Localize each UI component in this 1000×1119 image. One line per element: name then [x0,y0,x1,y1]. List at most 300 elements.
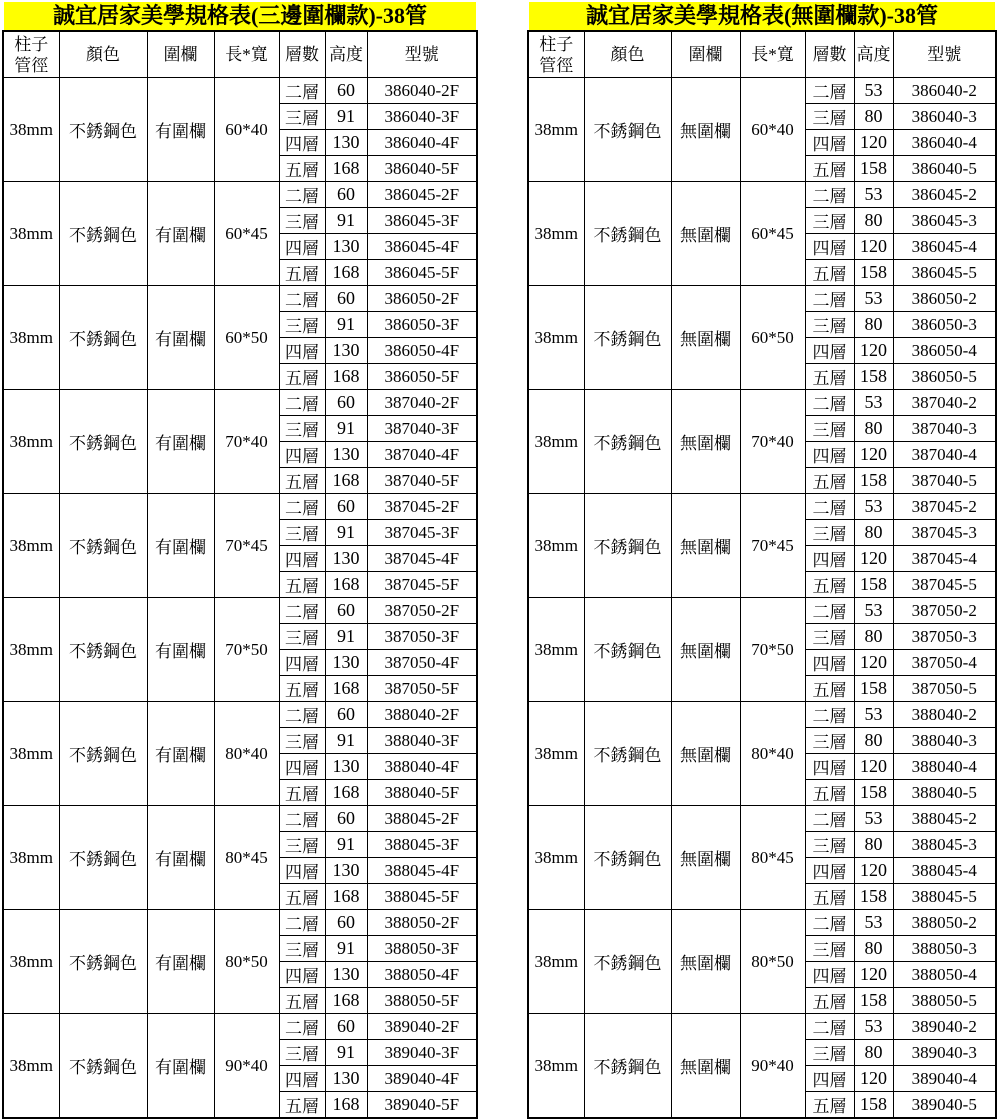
cell-layers: 三層 [279,832,325,858]
cell-color: 不銹鋼色 [584,1014,671,1119]
cell-layers: 二層 [279,806,325,832]
cell-layers: 四層 [279,650,325,676]
cell-model: 387050-4 [893,650,996,676]
cell-height: 130 [325,650,367,676]
header-height: 高度 [325,31,367,78]
cell-fence: 有圍欄 [147,286,214,390]
cell-height: 168 [325,884,367,910]
table-row [3,78,477,104]
header-fence: 圍欄 [147,31,214,78]
cell-color: 不銹鋼色 [584,286,671,390]
cell-height: 120 [854,234,893,260]
cell-layers: 四層 [805,858,854,884]
header-size: 長*寬 [214,31,279,78]
cell-height: 120 [854,442,893,468]
cell-model: 386040-5 [893,156,996,182]
header-color: 顏色 [584,31,671,78]
cell-height: 60 [325,910,367,936]
cell-height: 168 [325,988,367,1014]
cell-height: 60 [325,494,367,520]
cell-model: 386040-4 [893,130,996,156]
cell-model: 386040-3F [367,104,477,130]
cell-height: 158 [854,260,893,286]
header-layers: 層數 [279,31,325,78]
cell-layers: 五層 [279,468,325,494]
cell-model: 386040-4F [367,130,477,156]
cell-height: 120 [854,754,893,780]
cell-model: 386045-5F [367,260,477,286]
cell-height: 130 [325,338,367,364]
cell-layers: 二層 [279,390,325,416]
cell-layers: 二層 [279,598,325,624]
cell-height: 130 [325,962,367,988]
cell-height: 60 [325,182,367,208]
cell-model: 387050-5F [367,676,477,702]
table-row [528,390,996,416]
cell-layers: 五層 [279,1092,325,1119]
cell-height: 158 [854,676,893,702]
cell-color: 不銹鋼色 [59,598,147,702]
cell-pipe-diameter: 38mm [528,78,584,182]
cell-height: 80 [854,104,893,130]
cell-height: 168 [325,260,367,286]
cell-model: 386045-2 [893,182,996,208]
cell-layers: 四層 [805,338,854,364]
cell-model: 389040-3 [893,1040,996,1066]
cell-height: 91 [325,728,367,754]
cell-model: 386050-5F [367,364,477,390]
cell-pipe-diameter: 38mm [528,286,584,390]
cell-height: 168 [325,780,367,806]
cell-height: 158 [854,780,893,806]
table-row [3,286,477,312]
cell-model: 388045-3 [893,832,996,858]
cell-height: 168 [325,572,367,598]
cell-height: 158 [854,1092,893,1119]
cell-height: 158 [854,468,893,494]
cell-color: 不銹鋼色 [584,390,671,494]
cell-layers: 五層 [805,260,854,286]
cell-layers: 四層 [279,234,325,260]
cell-height: 60 [325,806,367,832]
cell-height: 91 [325,208,367,234]
cell-size: 60*40 [214,78,279,182]
cell-height: 120 [854,650,893,676]
cell-model: 388045-2F [367,806,477,832]
cell-layers: 五層 [805,572,854,598]
cell-size: 80*40 [214,702,279,806]
cell-fence: 無圍欄 [671,1014,740,1119]
cell-layers: 三層 [805,936,854,962]
cell-pipe-diameter: 38mm [3,182,59,286]
cell-pipe-diameter: 38mm [3,390,59,494]
cell-model: 388050-5 [893,988,996,1014]
cell-height: 130 [325,130,367,156]
cell-model: 388040-5 [893,780,996,806]
cell-height: 130 [325,858,367,884]
cell-layers: 三層 [279,312,325,338]
cell-color: 不銹鋼色 [59,806,147,910]
header-color: 顏色 [59,31,147,78]
cell-height: 91 [325,936,367,962]
cell-color: 不銹鋼色 [59,702,147,806]
cell-model: 388040-5F [367,780,477,806]
cell-height: 130 [325,546,367,572]
cell-model: 387040-2F [367,390,477,416]
cell-pipe-diameter: 38mm [528,182,584,286]
header-model: 型號 [367,31,477,78]
cell-layers: 三層 [279,416,325,442]
header-layers: 層數 [805,31,854,78]
cell-height: 130 [325,442,367,468]
cell-height: 80 [854,416,893,442]
cell-model: 388050-4F [367,962,477,988]
cell-layers: 四層 [805,754,854,780]
cell-pipe-diameter: 38mm [3,286,59,390]
cell-model: 387045-5 [893,572,996,598]
cell-layers: 四層 [279,338,325,364]
cell-size: 80*45 [214,806,279,910]
cell-model: 389040-5F [367,1092,477,1119]
spec-table-unfenced [527,30,997,1119]
cell-model: 386050-4F [367,338,477,364]
cell-layers: 四層 [279,130,325,156]
cell-layers: 三層 [279,728,325,754]
cell-model: 386050-3F [367,312,477,338]
cell-height: 91 [325,1040,367,1066]
cell-layers: 三層 [279,936,325,962]
cell-layers: 三層 [279,208,325,234]
cell-height: 53 [854,78,893,104]
cell-height: 120 [854,338,893,364]
cell-height: 60 [325,390,367,416]
cell-height: 120 [854,962,893,988]
cell-layers: 二層 [279,78,325,104]
cell-model: 387045-4F [367,546,477,572]
cell-model: 386050-2F [367,286,477,312]
table-row [3,1014,477,1040]
cell-size: 70*50 [740,598,805,702]
table-row [528,1014,996,1040]
cell-model: 388050-2 [893,910,996,936]
table-row [3,182,477,208]
cell-fence: 有圍欄 [147,78,214,182]
cell-model: 388045-2 [893,806,996,832]
cell-layers: 三層 [805,520,854,546]
cell-color: 不銹鋼色 [59,910,147,1014]
cell-color: 不銹鋼色 [59,286,147,390]
cell-fence: 無圍欄 [671,806,740,910]
cell-model: 387050-2F [367,598,477,624]
cell-height: 53 [854,182,893,208]
header-pipe-diameter: 柱子 管徑 [3,31,59,78]
table-row [3,390,477,416]
cell-height: 158 [854,572,893,598]
table-title-unfenced: 誠宜居家美學規格表(無圍欄款)-38管 [529,2,995,30]
cell-model: 387045-5F [367,572,477,598]
cell-fence: 無圍欄 [671,598,740,702]
cell-layers: 二層 [805,702,854,728]
cell-height: 158 [854,884,893,910]
cell-pipe-diameter: 38mm [3,1014,59,1119]
table-row [528,494,996,520]
header-size: 長*寬 [740,31,805,78]
cell-model: 386050-5 [893,364,996,390]
cell-layers: 五層 [805,364,854,390]
cell-pipe-diameter: 38mm [528,494,584,598]
cell-pipe-diameter: 38mm [528,390,584,494]
cell-height: 91 [325,104,367,130]
cell-model: 388040-4F [367,754,477,780]
cell-model: 388040-3 [893,728,996,754]
cell-height: 53 [854,702,893,728]
cell-model: 386040-2F [367,78,477,104]
cell-size: 90*40 [214,1014,279,1119]
cell-pipe-diameter: 38mm [3,598,59,702]
table-row [3,910,477,936]
cell-layers: 五層 [279,572,325,598]
cell-layers: 五層 [279,884,325,910]
cell-color: 不銹鋼色 [59,494,147,598]
cell-height: 91 [325,832,367,858]
cell-layers: 三層 [279,520,325,546]
cell-height: 60 [325,598,367,624]
cell-height: 91 [325,624,367,650]
cell-layers: 五層 [805,884,854,910]
cell-model: 386050-4 [893,338,996,364]
cell-model: 387040-3 [893,416,996,442]
cell-model: 388045-5 [893,884,996,910]
header-height: 高度 [854,31,893,78]
table-row [3,702,477,728]
cell-layers: 二層 [279,182,325,208]
cell-color: 不銹鋼色 [59,390,147,494]
cell-size: 90*40 [740,1014,805,1119]
cell-height: 120 [854,130,893,156]
cell-layers: 五層 [805,988,854,1014]
cell-fence: 有圍欄 [147,598,214,702]
cell-model: 388040-2 [893,702,996,728]
cell-layers: 四層 [805,1066,854,1092]
cell-color: 不銹鋼色 [59,182,147,286]
cell-layers: 二層 [805,494,854,520]
cell-layers: 三層 [279,104,325,130]
cell-pipe-diameter: 38mm [3,494,59,598]
table-row [528,910,996,936]
cell-height: 60 [325,702,367,728]
cell-model: 388050-2F [367,910,477,936]
cell-model: 386050-3 [893,312,996,338]
cell-height: 80 [854,624,893,650]
cell-fence: 無圍欄 [671,910,740,1014]
cell-layers: 五層 [805,156,854,182]
cell-model: 388050-4 [893,962,996,988]
table-row [3,494,477,520]
cell-size: 60*45 [740,182,805,286]
spec-table-fenced [2,30,478,1119]
cell-model: 388045-4 [893,858,996,884]
cell-layers: 三層 [805,104,854,130]
cell-fence: 有圍欄 [147,182,214,286]
cell-layers: 二層 [805,1014,854,1040]
header-row [528,31,996,78]
cell-layers: 三層 [279,1040,325,1066]
cell-height: 53 [854,806,893,832]
cell-height: 168 [325,364,367,390]
cell-color: 不銹鋼色 [584,182,671,286]
cell-model: 387045-3 [893,520,996,546]
cell-model: 387050-2 [893,598,996,624]
cell-height: 53 [854,494,893,520]
table-row [3,598,477,624]
cell-size: 70*45 [214,494,279,598]
cell-height: 158 [854,156,893,182]
cell-height: 80 [854,936,893,962]
cell-layers: 五層 [805,780,854,806]
cell-model: 387045-3F [367,520,477,546]
cell-model: 387040-5F [367,468,477,494]
cell-layers: 五層 [279,156,325,182]
table-body-fenced [3,78,477,1119]
cell-layers: 四層 [279,442,325,468]
cell-size: 60*45 [214,182,279,286]
cell-size: 70*40 [214,390,279,494]
cell-height: 80 [854,1040,893,1066]
cell-model: 388050-5F [367,988,477,1014]
cell-pipe-diameter: 38mm [3,806,59,910]
cell-size: 70*50 [214,598,279,702]
cell-pipe-diameter: 38mm [3,78,59,182]
cell-height: 130 [325,1066,367,1092]
cell-layers: 二層 [805,78,854,104]
cell-model: 387050-5 [893,676,996,702]
cell-model: 388045-3F [367,832,477,858]
cell-fence: 無圍欄 [671,390,740,494]
cell-model: 388040-4 [893,754,996,780]
table-row [528,806,996,832]
cell-model: 388045-4F [367,858,477,884]
cell-height: 60 [325,78,367,104]
cell-model: 387050-3 [893,624,996,650]
cell-model: 386040-3 [893,104,996,130]
cell-size: 80*50 [214,910,279,1014]
cell-height: 130 [325,754,367,780]
cell-height: 120 [854,546,893,572]
cell-layers: 四層 [805,650,854,676]
cell-height: 168 [325,156,367,182]
cell-fence: 有圍欄 [147,910,214,1014]
cell-height: 120 [854,858,893,884]
cell-color: 不銹鋼色 [584,910,671,1014]
table-row [528,286,996,312]
table-title-fenced: 誠宜居家美學規格表(三邊圍欄款)-38管 [4,2,476,30]
cell-fence: 無圍欄 [671,702,740,806]
header-fence: 圍欄 [671,31,740,78]
cell-model: 389040-4F [367,1066,477,1092]
cell-fence: 有圍欄 [147,1014,214,1119]
cell-height: 53 [854,390,893,416]
cell-pipe-diameter: 38mm [528,910,584,1014]
header-model: 型號 [893,31,996,78]
cell-height: 120 [854,1066,893,1092]
cell-layers: 二層 [279,702,325,728]
cell-layers: 二層 [279,494,325,520]
cell-height: 91 [325,520,367,546]
cell-color: 不銹鋼色 [59,78,147,182]
cell-model: 386040-5F [367,156,477,182]
cell-model: 388050-3F [367,936,477,962]
cell-model: 387045-2F [367,494,477,520]
cell-model: 387050-4F [367,650,477,676]
cell-model: 388045-5F [367,884,477,910]
cell-layers: 五層 [279,676,325,702]
cell-height: 158 [854,364,893,390]
spec-table-unfenced-section [527,2,997,1119]
cell-color: 不銹鋼色 [584,494,671,598]
cell-model: 389040-2F [367,1014,477,1040]
cell-fence: 有圍欄 [147,390,214,494]
cell-layers: 五層 [805,468,854,494]
cell-layers: 三層 [805,832,854,858]
cell-layers: 五層 [279,988,325,1014]
cell-color: 不銹鋼色 [584,78,671,182]
cell-height: 53 [854,1014,893,1040]
cell-height: 80 [854,728,893,754]
cell-layers: 二層 [805,286,854,312]
cell-pipe-diameter: 38mm [528,1014,584,1119]
cell-fence: 有圍欄 [147,806,214,910]
cell-pipe-diameter: 38mm [3,702,59,806]
cell-model: 389040-5 [893,1092,996,1119]
cell-model: 389040-3F [367,1040,477,1066]
cell-layers: 四層 [805,962,854,988]
cell-fence: 無圍欄 [671,494,740,598]
cell-height: 80 [854,312,893,338]
cell-height: 53 [854,598,893,624]
cell-height: 60 [325,286,367,312]
cell-height: 91 [325,416,367,442]
cell-model: 387040-5 [893,468,996,494]
cell-model: 388040-3F [367,728,477,754]
cell-height: 53 [854,286,893,312]
table-row [528,702,996,728]
cell-layers: 二層 [805,910,854,936]
cell-model: 386045-3F [367,208,477,234]
cell-layers: 二層 [805,182,854,208]
table-row [3,806,477,832]
cell-layers: 三層 [805,728,854,754]
cell-height: 80 [854,832,893,858]
cell-height: 158 [854,988,893,1014]
cell-layers: 三層 [805,416,854,442]
cell-layers: 四層 [805,546,854,572]
cell-fence: 無圍欄 [671,78,740,182]
cell-height: 80 [854,208,893,234]
cell-model: 387040-4F [367,442,477,468]
cell-model: 387045-2 [893,494,996,520]
cell-layers: 二層 [279,910,325,936]
cell-size: 80*40 [740,702,805,806]
cell-layers: 五層 [805,1092,854,1119]
cell-fence: 有圍欄 [147,702,214,806]
cell-layers: 四層 [279,754,325,780]
cell-model: 389040-2 [893,1014,996,1040]
cell-fence: 無圍欄 [671,182,740,286]
cell-model: 388040-2F [367,702,477,728]
cell-model: 386045-5 [893,260,996,286]
cell-size: 70*45 [740,494,805,598]
cell-model: 387040-2 [893,390,996,416]
